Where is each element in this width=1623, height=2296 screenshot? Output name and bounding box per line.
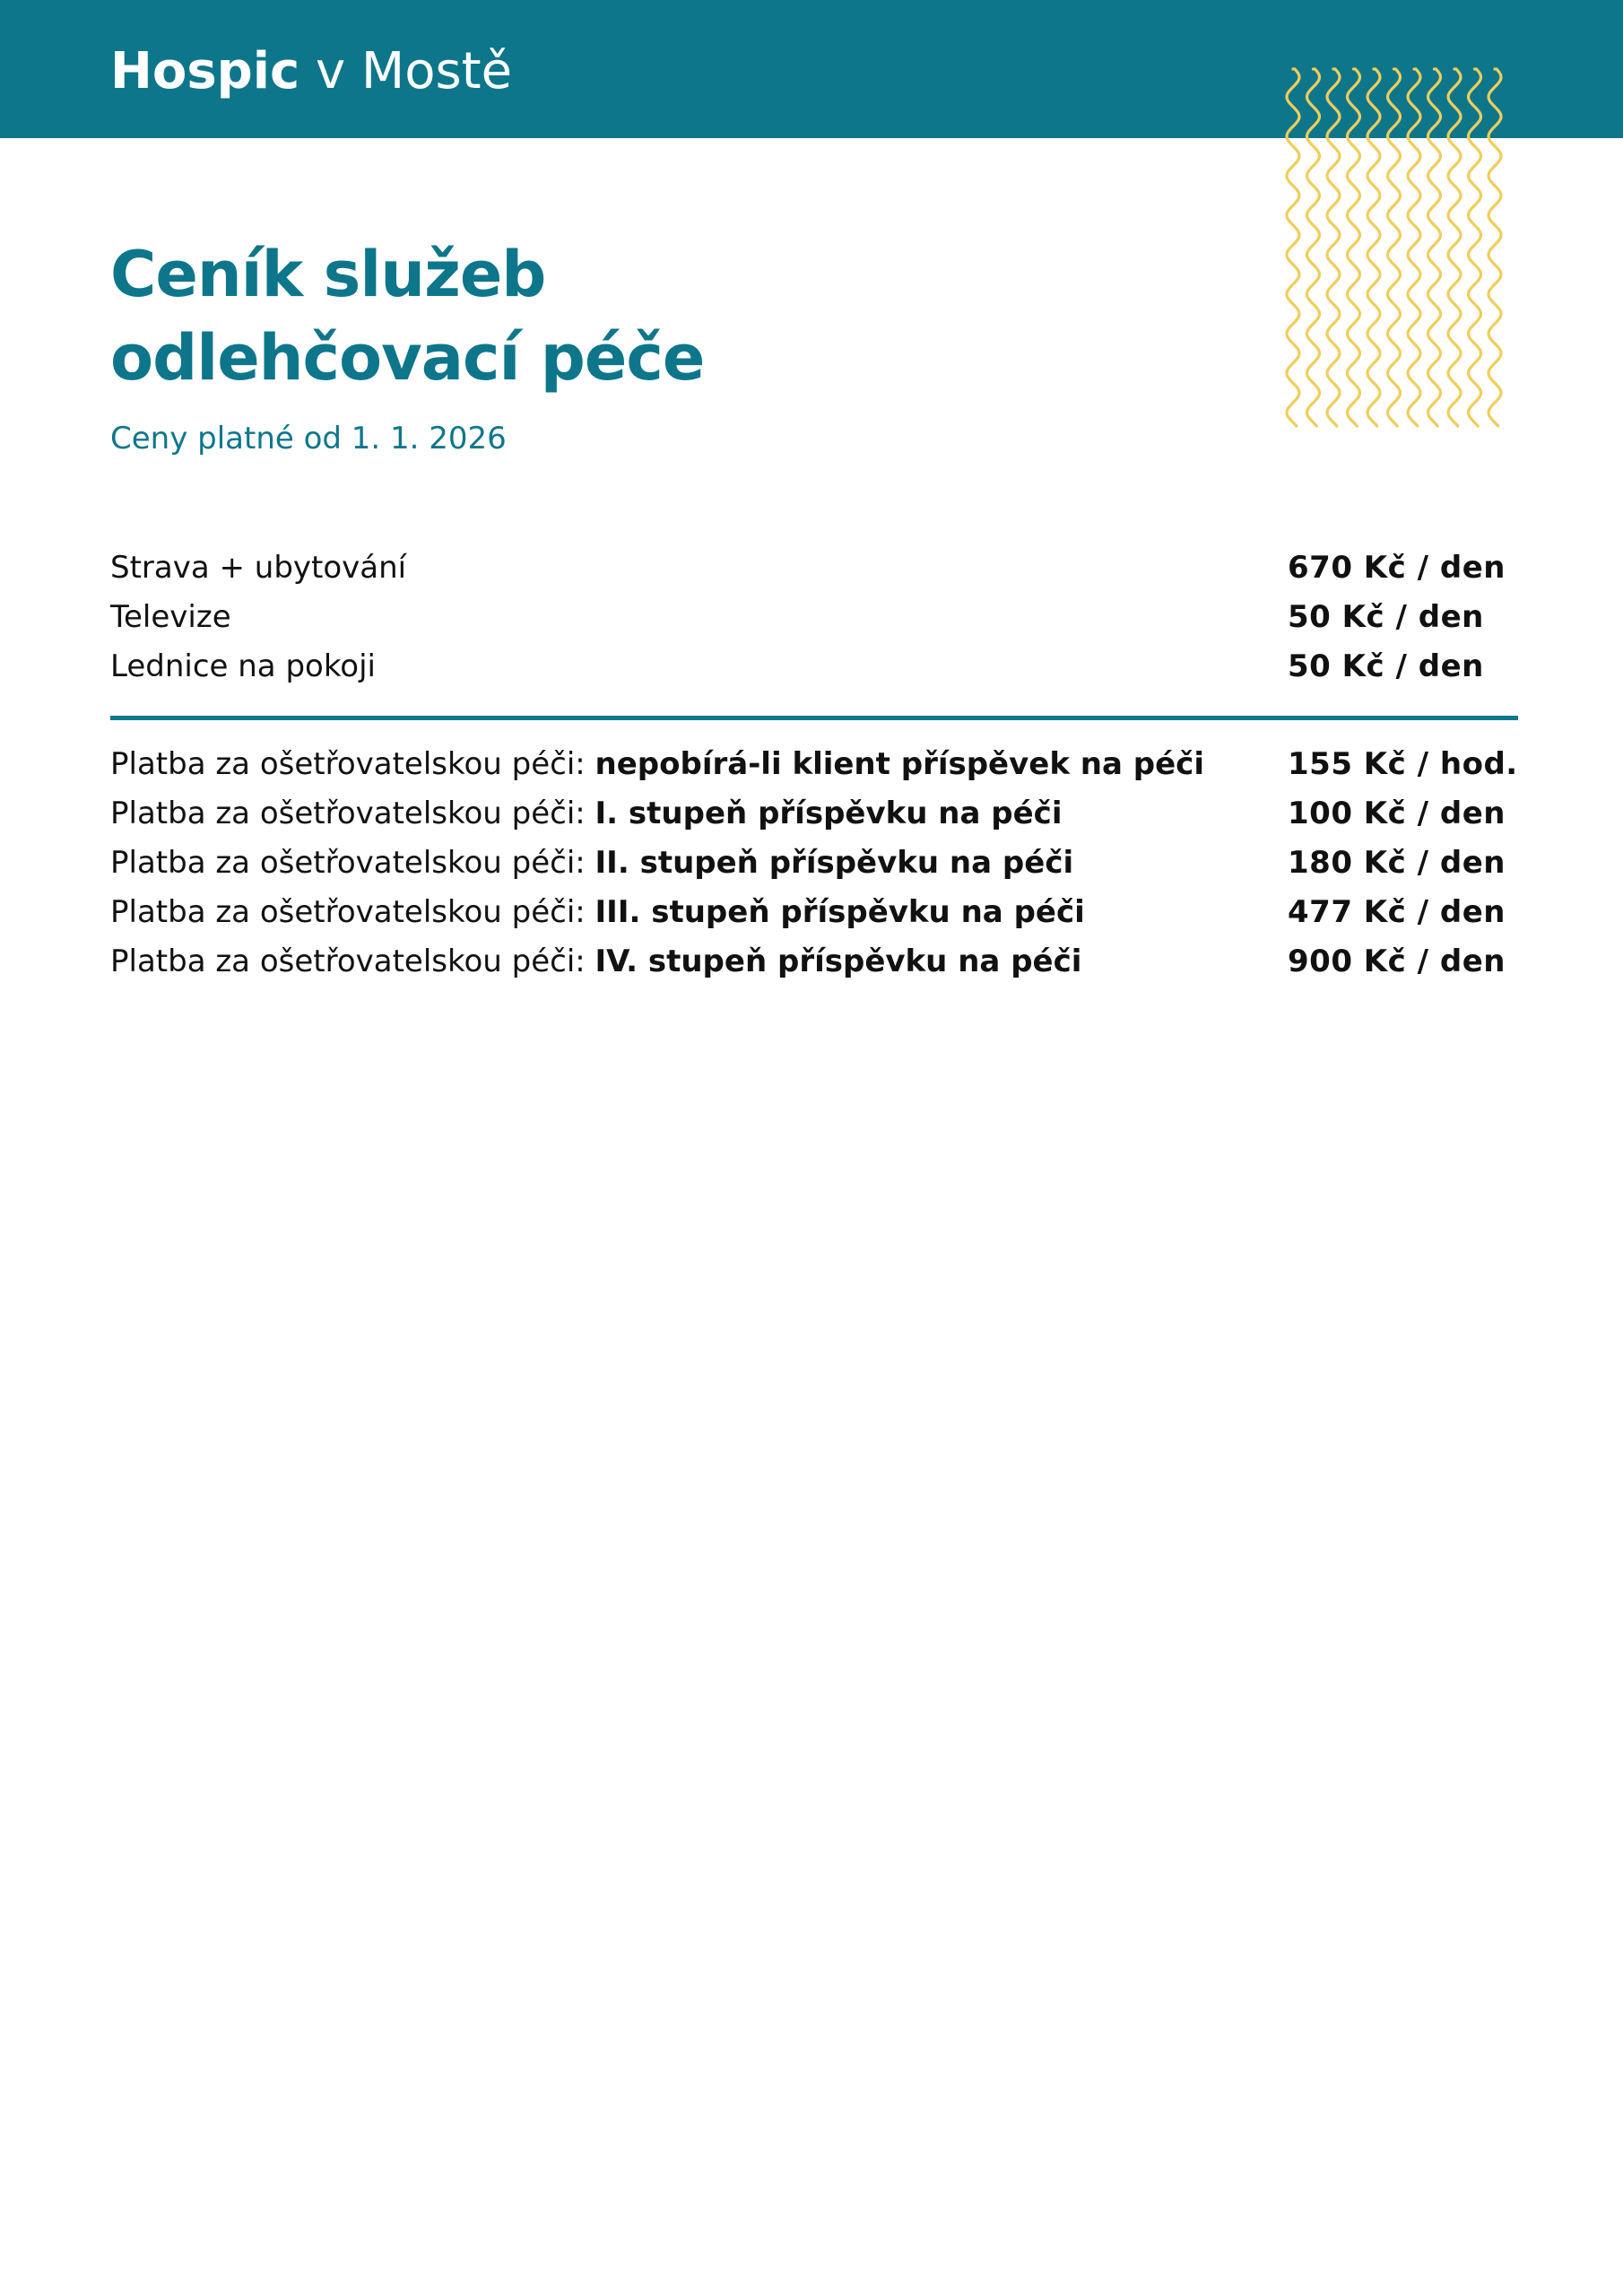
care-fee-prefix: Platba za ošetřovatelskou péči: [110, 845, 595, 881]
price-row [110, 642, 1518, 691]
wavy-line [1327, 69, 1340, 426]
title-line-2: odlehčovací péče [110, 321, 705, 395]
price-row [110, 839, 1518, 888]
care-fee-label [110, 789, 1062, 839]
care-fee-prefix: Platba za ošetřovatelskou péči: [110, 746, 595, 782]
care-fee-prefix: Platba za ošetřovatelskou péči: [110, 796, 595, 831]
wavy-line [1428, 69, 1441, 426]
price-row [110, 593, 1518, 642]
section-divider [110, 716, 1518, 720]
care-fee-detail: III. stupeň příspěvku na péči [595, 894, 1085, 930]
page-title [110, 233, 704, 400]
service-label: Lednice na pokoji [110, 648, 377, 684]
care-fee-label [110, 839, 1073, 888]
price-row [110, 789, 1518, 839]
wavy-line [1408, 69, 1420, 426]
care-fee-detail: I. stupeň příspěvku na péči [595, 796, 1063, 831]
care-fees-price-list [110, 740, 1518, 987]
care-fee-price: 100 Kč / den [1288, 796, 1506, 831]
wavy-line [1307, 69, 1320, 426]
title-line-1: Ceník služeb [110, 238, 546, 311]
care-fee-price: 477 Kč / den [1288, 894, 1506, 930]
service-label: Televize [110, 599, 231, 635]
wavy-line [1348, 69, 1360, 426]
wavy-line [1388, 69, 1401, 426]
price-row [110, 937, 1518, 987]
brand-name: Hospic [110, 42, 300, 100]
care-fee-price: 900 Kč / den [1288, 944, 1506, 979]
care-fee-detail: IV. stupeň příspěvku na péči [595, 944, 1082, 979]
care-fee-detail: nepobírá-li klient příspěvek na péči [595, 746, 1204, 782]
wavy-line [1367, 69, 1380, 426]
price-row [110, 740, 1518, 789]
service-price: 670 Kč / den [1288, 550, 1506, 586]
price-row [110, 888, 1518, 937]
service-price: 50 Kč / den [1288, 599, 1484, 635]
services-price-list [110, 544, 1518, 691]
care-fee-label [110, 740, 1204, 789]
wavy-lines-icon [1282, 67, 1524, 430]
care-fee-prefix: Platba za ošetřovatelskou péči: [110, 944, 595, 979]
care-fee-prefix: Platba za ošetřovatelskou péči: [110, 894, 595, 930]
price-row [110, 544, 1518, 593]
care-fee-price: 180 Kč / den [1288, 845, 1506, 881]
wavy-line [1488, 69, 1501, 426]
brand-location: v Mostě [299, 42, 513, 100]
care-fee-price: 155 Kč / hod. [1288, 746, 1518, 782]
wavy-line [1287, 69, 1299, 426]
wavy-line [1448, 69, 1461, 426]
service-price: 50 Kč / den [1288, 648, 1484, 684]
care-fee-label [110, 888, 1085, 937]
wavy-line [1469, 69, 1481, 426]
care-fee-detail: II. stupeň příspěvku na péči [595, 845, 1074, 881]
care-fee-label [110, 937, 1081, 987]
service-label: Strava + ubytování [110, 550, 407, 586]
validity-date: Ceny platné od 1. 1. 2026 [110, 421, 507, 457]
brand-logo [110, 39, 512, 104]
